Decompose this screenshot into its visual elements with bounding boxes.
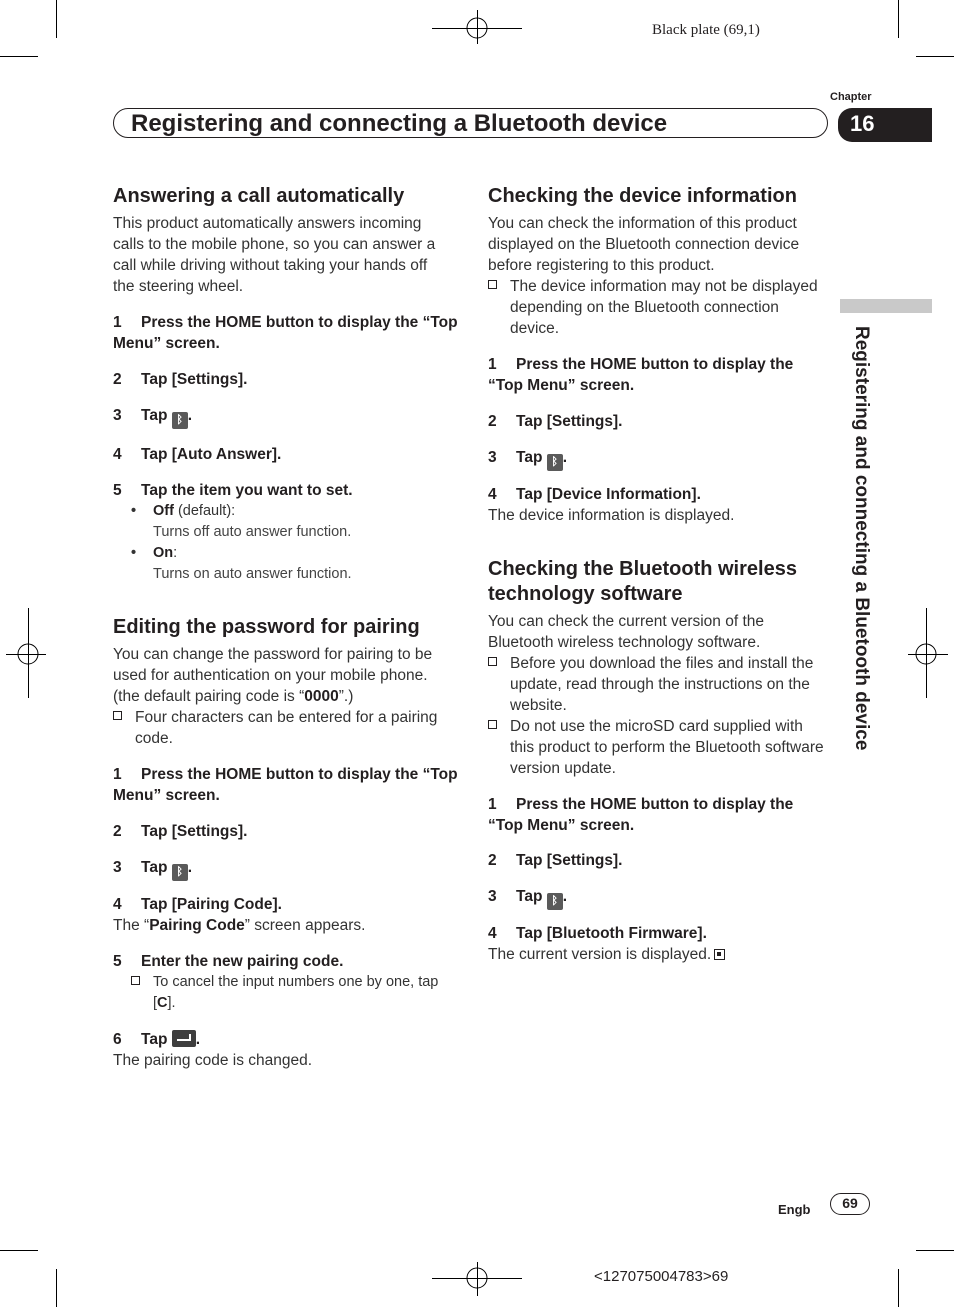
step — [113, 480, 458, 501]
note-text: The device information may not be displayed depending on the Bluetooth connection device. — [510, 278, 818, 337]
crop-mark — [477, 10, 478, 44]
section-intro: You can check the information of this product displayed on the Bluetooth connection device before registering to this product. — [488, 215, 800, 274]
crop-mark — [926, 608, 927, 698]
bluetooth-icon: ᛒ — [547, 454, 563, 471]
side-tab-label: Registering and connecting a Bluetooth device — [851, 326, 872, 751]
note — [113, 707, 458, 749]
step — [488, 794, 828, 836]
step — [488, 923, 828, 944]
step-text: Tap [Bluetooth Firmware]. — [516, 925, 707, 942]
plate-label: Black plate (69,1) — [652, 22, 760, 38]
step-number: 4 — [488, 925, 497, 942]
step-text: Tap [Pairing Code]. — [141, 896, 282, 913]
step-result: The current version is displayed. — [488, 944, 828, 965]
step-text: Tap [Auto Answer]. — [141, 446, 282, 463]
step-number: 1 — [488, 356, 497, 373]
page-number: 69 — [830, 1193, 870, 1215]
default-code: 0000 — [304, 688, 339, 705]
option-item: • On: — [131, 545, 178, 561]
crop-mark — [56, 0, 57, 38]
note-icon — [488, 657, 497, 666]
note-text: Four characters can be entered for a pairing code. — [135, 709, 438, 747]
left-column — [113, 184, 458, 1071]
step — [488, 850, 828, 871]
step — [113, 821, 458, 842]
side-tab — [848, 326, 872, 786]
bluetooth-icon: ᛒ — [172, 864, 188, 881]
note — [488, 276, 828, 339]
note-icon — [488, 720, 497, 729]
clear-key-label: C — [157, 995, 168, 1011]
step — [113, 764, 458, 806]
step-text: Press the HOME button to display the “Top Menu” screen. — [488, 796, 794, 834]
step-number: 5 — [113, 953, 122, 970]
option-description: Turns off auto answer function. — [153, 524, 352, 540]
step-number: 2 — [113, 371, 122, 388]
step-text: Tap [Device Information]. — [516, 486, 701, 503]
screen-name: Pairing Code — [149, 917, 245, 934]
chapter-number: 16 — [850, 111, 875, 136]
option-description: Turns on auto answer function. — [153, 566, 352, 582]
step-number: 3 — [113, 407, 122, 424]
step: 3 Tap ᛒ . — [113, 857, 458, 881]
note-text: Before you download the files and install the update, read through the instructions on the website. — [510, 655, 814, 714]
section-intro: This product automatically answers incoming calls to the mobile phone, so you can answer a call while driving without taking your hands off the steering wheel. — [113, 215, 436, 295]
step-number: 1 — [488, 796, 497, 813]
section-heading: Editing the password for pairing — [113, 616, 420, 638]
step-text: Press the HOME button to display the “Top Menu” screen. — [488, 356, 794, 394]
step — [113, 312, 458, 354]
note-icon — [131, 976, 140, 985]
note: To cancel the input numbers one by one, tap [C]. — [131, 972, 458, 1014]
step-text: Press the HOME button to display the “Top Menu” screen. — [113, 314, 458, 352]
note-icon — [488, 280, 497, 289]
step-text: Tap — [141, 1031, 168, 1048]
document-code: <127075004783>69 — [594, 1268, 729, 1285]
step-text: Enter the new pairing code. — [141, 953, 344, 970]
crop-mark — [916, 56, 954, 57]
step-text: Tap the item you want to set. — [141, 482, 353, 499]
enter-icon — [172, 1030, 196, 1047]
step — [113, 894, 458, 915]
crop-mark — [0, 56, 38, 57]
step — [113, 951, 458, 972]
step-result: The pairing code is changed. — [113, 1052, 313, 1069]
section-intro: You can check the current version of the Bluetooth wireless technology software. — [488, 613, 765, 651]
step: 6 Tap . — [113, 1031, 201, 1048]
step — [113, 444, 458, 465]
option-name: On — [153, 545, 174, 561]
step — [488, 484, 828, 505]
crop-mark — [477, 1262, 478, 1296]
page-title: Registering and connecting a Bluetooth device — [131, 110, 668, 137]
step-number: 2 — [488, 413, 497, 430]
step-number: 2 — [113, 823, 122, 840]
step-result: The device information is displayed. — [488, 507, 735, 524]
step-text: Tap — [516, 449, 543, 466]
step-text: Tap [Settings]. — [516, 852, 623, 869]
step-number: 3 — [488, 888, 497, 905]
crop-mark — [908, 654, 948, 655]
option-suffix: (default): — [173, 503, 236, 519]
step-number: 4 — [113, 446, 122, 463]
chapter-label: Chapter — [830, 91, 872, 103]
step-number: 3 — [488, 449, 497, 466]
section-heading: Checking the device information — [488, 185, 797, 207]
step-number: 4 — [113, 896, 122, 913]
note-icon — [113, 711, 122, 720]
note — [488, 653, 828, 716]
crop-mark — [898, 1269, 899, 1307]
step — [488, 354, 828, 396]
step-number: 4 — [488, 486, 497, 503]
note-text: Do not use the microSD card supplied with this product to perform the Bluetooth software version update. — [510, 718, 824, 777]
step: 3 Tap ᛒ . — [113, 405, 458, 429]
step-number: 1 — [113, 766, 122, 783]
note — [488, 716, 828, 779]
crop-mark — [898, 0, 899, 38]
step-text: Press the HOME button to display the “Top Menu” screen. — [113, 766, 458, 804]
chapter-tab — [838, 108, 932, 142]
right-column — [488, 184, 828, 965]
crop-mark — [28, 608, 29, 698]
option-name: Off — [153, 503, 174, 519]
bluetooth-icon: ᛒ — [172, 412, 188, 429]
step-text: Tap [Settings]. — [516, 413, 623, 430]
option-item: • Off (default): — [131, 503, 236, 519]
step-text: Tap [Settings]. — [141, 371, 248, 388]
section-intro: You can change the password for pairing to be used for authentication on your mobile phone. (the default pairing code is “0000”.) — [113, 646, 433, 705]
option-suffix: : — [173, 545, 178, 561]
step-number: 2 — [488, 852, 497, 869]
crop-mark — [916, 1250, 954, 1251]
crop-mark — [6, 654, 46, 655]
crop-mark — [56, 1269, 57, 1307]
step-number: 1 — [113, 314, 122, 331]
section-heading: Checking the Bluetooth wireless technology software — [488, 558, 797, 605]
step: 3 Tap ᛒ . — [488, 886, 828, 910]
language-label: Engb — [778, 1202, 811, 1217]
bluetooth-icon: ᛒ — [547, 893, 563, 910]
step-result: The “Pairing Code” screen appears. — [113, 917, 366, 934]
step: 3 Tap ᛒ . — [488, 447, 828, 471]
step-text: Tap [Settings]. — [141, 823, 248, 840]
step-text: Tap — [141, 859, 168, 876]
side-tab-bar — [840, 299, 932, 313]
step-number: 3 — [113, 859, 122, 876]
step-number: 5 — [113, 482, 122, 499]
crop-mark — [0, 1250, 38, 1251]
step — [113, 369, 458, 390]
step-text: Tap — [141, 407, 168, 424]
step — [488, 411, 828, 432]
end-of-section-icon — [714, 949, 725, 960]
step-number: 6 — [113, 1031, 122, 1048]
section-heading: Answering a call automatically — [113, 185, 405, 207]
step-text: Tap — [516, 888, 543, 905]
